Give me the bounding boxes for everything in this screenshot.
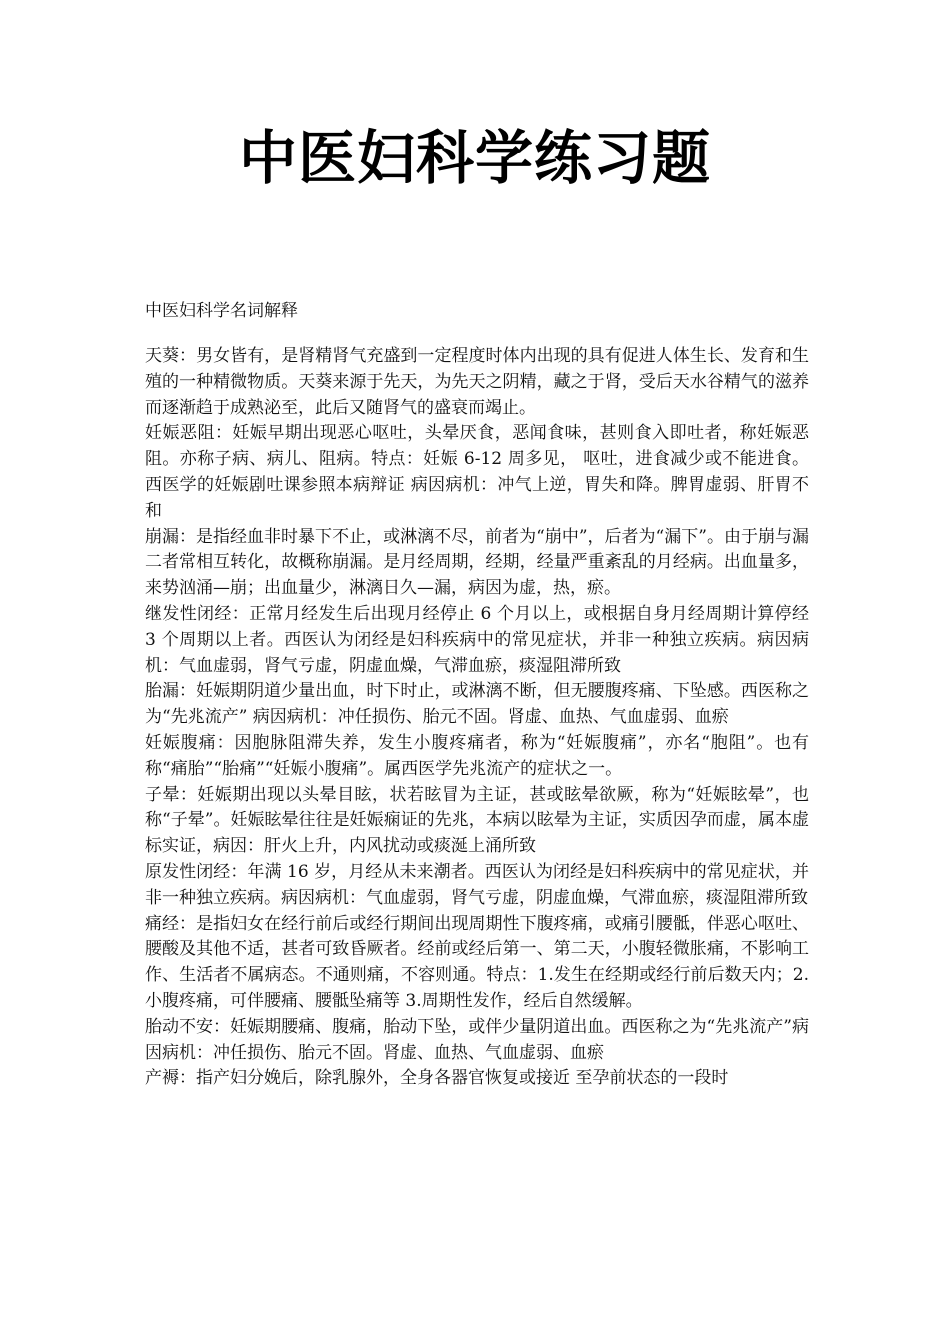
entry-puerperium: 产褥：指产妇分娩后，除乳腺外，全身各器官恢复或接近 至孕前状态的一段时: [145, 1068, 729, 1089]
entry-pregnancy-abdominal-pain: 妊娠腹痛：因胞脉阻滞失养，发生小腹疼痛者，称为“妊娠腹痛”，亦名“胞阻”。也有称“痛胎”“胎痛”“妊娠小腹痛”。属西医学先兆流产的症状之一。: [145, 732, 809, 779]
section-subtitle: 中医妇科学名词解释: [145, 301, 298, 321]
entry-secondary-amenorrhea: 继发性闭经：正常月经发生后出现月经停止 6 个月以上，或根据自身月经周期计算停经 3 个周期以上者。西医认为闭经是妇科疾病中的常见症状，并非一种独立疾病。病因病机：气血虚弱，肾气亏虚，阴虚血燥，气滞血瘀，痰湿阻滞所致: [145, 603, 809, 676]
document-body: [145, 344, 809, 1092]
entry-dysmenorrhea: 痛经：是指妇女在经行前后或经行期间出现周期性下腹疼痛，或痛引腰骶，伴恶心呕吐、腰酸及其他不适，甚者可致昏厥者。经前或经后第一、第二天，小腹轻微胀痛，不影响工作、生活者不属病态。不通则痛，不容则通。特点：1.发生在经期或经行前后数天内；2.小腹疼痛，可伴腰痛、腰骶坠痛等 3.周期性发作，经后自然缓解。: [145, 913, 809, 1011]
entry-ziyun: 子晕：妊娠期出现以头晕目眩，状若眩冒为主证，甚或眩晕欲厥，称为“妊娠眩晕”，也称“子晕”。妊娠眩晕往往是妊娠痫证的先兆，本病以眩晕为主证，实质因孕而虚，属本虚标实证，病因：肝火上升，内风扰动或痰涎上涌所致: [145, 784, 809, 857]
document-title: 中医妇科学练习题: [238, 124, 711, 192]
entry-tailou: 胎漏：妊娠期阴道少量出血，时下时止，或淋漓不断，但无腰腹疼痛、下坠感。西医称之为“先兆流产” 病因病机：冲任损伤、胎元不固。肾虚、血热、气血虚弱、血瘀: [145, 681, 809, 728]
entry-taidong-buan: 胎动不安：妊娠期腰痛、腹痛，胎动下坠，或伴少量阴道出血。西医称之为“先兆流产”病因病机：冲任损伤、胎元不固。肾虚、血热、气血虚弱、血瘀: [145, 1016, 809, 1063]
entry-tiangui: 天葵：男女皆有，是肾精肾气充盛到一定程度时体内出现的具有促进人体生长、发育和生殖的一种精微物质。天葵来源于先天，为先天之阴精，藏之于肾，受后天水谷精气的滋养而逐渐趋于成熟泌至，此后又随肾气的盛衰而竭止。: [145, 346, 809, 418]
entry-benglou: 崩漏：是指经血非时暴下不止，或淋漓不尽，前者为“崩中”，后者为“漏下”。由于崩与漏二者常相互转化，故概称崩漏。是月经周期，经期，经量严重紊乱的月经病。出血量多，来势汹涌—崩；出血量少，淋漓日久—漏，病因为虚，热，瘀。: [145, 526, 809, 599]
entry-renshen-ezu: 妊娠恶阻：妊娠早期出现恶心呕吐，头晕厌食，恶闻食味，甚则食入即吐者，称妊娠恶阻。亦称子病、病儿、阻病。特点：妊娠 6-12 周多见， 呕吐，进食减少或不能进食。西医学的妊娠剧吐课参照本病辩证 病因病机：冲气上逆，胃失和降。脾胃虚弱、肝胃不和: [145, 423, 809, 521]
entry-primary-amenorrhea: 原发性闭经：年满 16 岁，月经从未来潮者。西医认为闭经是妇科疾病中的常见症状，并非一种独立疾病。病因病机：气血虚弱，肾气亏虚，阴虚血燥，气滞血瘀，痰湿阻滞所致: [145, 861, 809, 908]
